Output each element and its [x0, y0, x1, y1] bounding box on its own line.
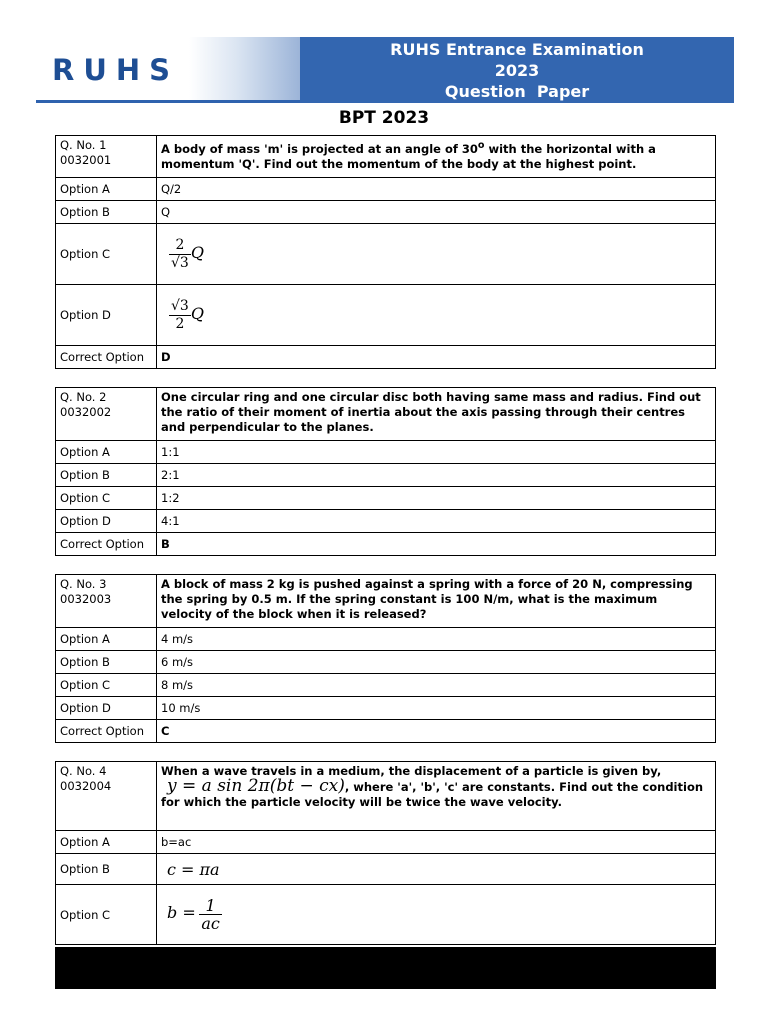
option-row: [56, 178, 716, 201]
question-3-table: [55, 574, 716, 743]
option-label: Option C: [56, 487, 157, 510]
option-label: Option D: [56, 285, 157, 346]
option-row: [56, 674, 716, 697]
question-number: Q. No. 4 0032004: [56, 762, 157, 831]
option-label: Option A: [56, 178, 157, 201]
option-value: $\frac{√3}{2}$ Q: [157, 285, 716, 346]
option-value: 10 m/s: [157, 697, 716, 720]
option-label: Option D: [56, 697, 157, 720]
option-label: Option A: [56, 441, 157, 464]
correct-option-row: [56, 346, 716, 369]
option-row: [56, 628, 716, 651]
option-value: Q: [157, 201, 716, 224]
header-title-line1: RUHS Entrance Examination: [390, 40, 644, 59]
paper-title: BPT 2023: [338, 108, 430, 128]
question-number: Q. No. 3 0032003: [56, 575, 157, 628]
fraction: $\frac{2}{√3}$: [171, 236, 189, 271]
option-row: [56, 464, 716, 487]
option-value: Q/2: [157, 178, 716, 201]
option-label: Option B: [56, 854, 157, 885]
option-value: b = $\frac{1}{ac}$: [157, 885, 716, 945]
option-value: $\frac{2}{√3}$ Q: [157, 224, 716, 285]
question-row: [56, 136, 716, 178]
header-underline: [36, 100, 300, 103]
option-label: Option A: [56, 831, 157, 854]
option-row: [56, 441, 716, 464]
wave-equation: y = a sin 2π(bt − cx): [167, 776, 345, 796]
question-text: When a wave travels in a medium, the displacement of a particle is given by, y = a sin 2π(bt − cx), where 'a', 'b', 'c' are constants. Find out the condition for which the particle velocity will be twice the wave velocity.: [157, 762, 716, 831]
question-number: Q. No. 1 0032001: [56, 136, 157, 178]
correct-option-row: [56, 533, 716, 556]
option-label: Option B: [56, 201, 157, 224]
option-row: [56, 854, 716, 885]
question-text: One circular ring and one circular disc both having same mass and radius. Find out the ratio of their moment of inertia about the axis passing through their centres and perpendicular to the planes.: [157, 388, 716, 441]
question-row: [56, 575, 716, 628]
correct-option-label: Correct Option: [56, 720, 157, 743]
ruhs-logo: RUHS: [52, 53, 180, 87]
option-value: b=ac: [157, 831, 716, 854]
option-label: Option C: [56, 674, 157, 697]
option-value: 6 m/s: [157, 651, 716, 674]
option-label: Option C: [56, 885, 157, 945]
header-title-line2: 2023: [494, 61, 540, 80]
option-row: [56, 651, 716, 674]
question-text: A block of mass 2 kg is pushed against a spring with a force of 20 N, compressing the spring by 0.5 m. If the spring constant is 100 N/m, what is the maximum velocity of the block when it is released?: [157, 575, 716, 628]
option-value: 4:1: [157, 510, 716, 533]
correct-option-label: Correct Option: [56, 346, 157, 369]
question-row: [56, 388, 716, 441]
option-label: Option A: [56, 628, 157, 651]
correct-option-row: [56, 720, 716, 743]
header-title-box: [300, 37, 734, 103]
option-label: Option B: [56, 464, 157, 487]
page-bottom-bar: [55, 947, 716, 989]
option-row: [56, 487, 716, 510]
fraction: $\frac{1}{ac}$: [201, 896, 220, 933]
option-label: Option D: [56, 510, 157, 533]
question-row: [56, 762, 716, 831]
option-row: [56, 831, 716, 854]
option-label: Option B: [56, 651, 157, 674]
correct-option-value: D: [157, 346, 716, 369]
correct-option-value: B: [157, 533, 716, 556]
question-1-table: [55, 135, 716, 369]
correct-option-value: C: [157, 720, 716, 743]
option-value: 1:2: [157, 487, 716, 510]
correct-option-label: Correct Option: [56, 533, 157, 556]
option-value: 8 m/s: [157, 674, 716, 697]
option-row: [56, 201, 716, 224]
option-label: Option C: [56, 224, 157, 285]
question-text: A body of mass 'm' is projected at an angle of 30$^o$ with the horizontal with a momentum 'Q'. Find out the momentum of the body at the highest point.: [157, 136, 716, 178]
option-value: 4 m/s: [157, 628, 716, 651]
option-row: [56, 885, 716, 945]
option-row: [56, 285, 716, 346]
fraction: $\frac{√3}{2}$: [171, 297, 189, 332]
option-value: c = πa: [157, 854, 716, 885]
header: [36, 37, 734, 103]
option-value: 1:1: [157, 441, 716, 464]
option-value: 2:1: [157, 464, 716, 487]
header-title-line3: Question Paper: [444, 82, 590, 101]
option-row: [56, 697, 716, 720]
question-number: Q. No. 2 0032002: [56, 388, 157, 441]
option-row: [56, 224, 716, 285]
question-2-table: [55, 387, 716, 556]
question-4-table: [55, 761, 716, 945]
option-row: [56, 510, 716, 533]
